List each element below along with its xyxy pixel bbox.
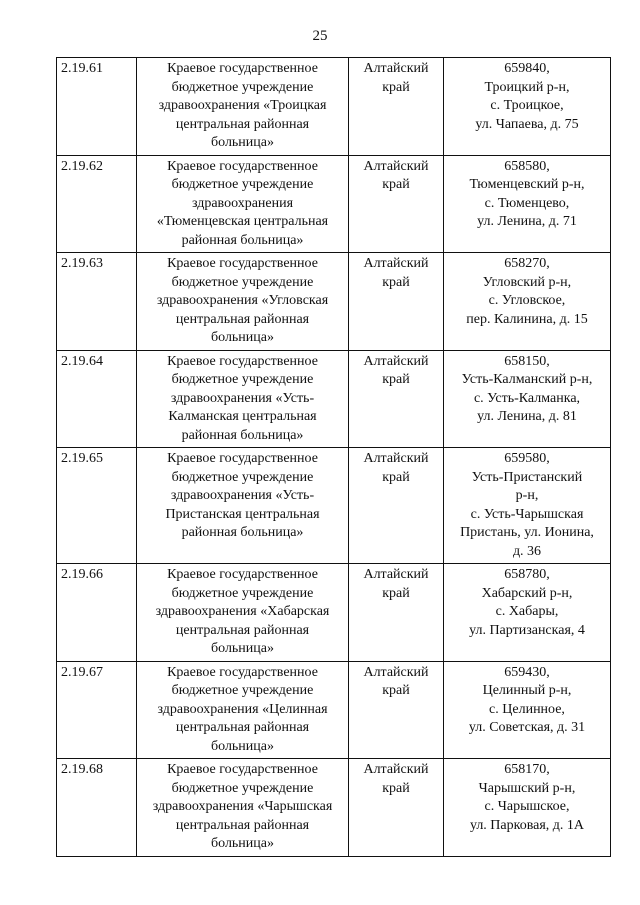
region-line: Алтайский — [363, 61, 429, 76]
address-line: 659840, — [504, 61, 550, 76]
region-cell — [349, 448, 444, 564]
address-line: д. 36 — [512, 543, 542, 559]
region-cell — [349, 564, 444, 662]
region-cell — [349, 350, 444, 448]
region-line: край — [382, 274, 410, 290]
address-line: ул. Ленина, д. 71 — [477, 214, 577, 229]
table-row — [57, 350, 611, 448]
institution-name-line: здравоохранения «Угловская — [156, 293, 329, 308]
address-line: 658150, — [504, 353, 550, 369]
address-line: 658170, — [504, 762, 550, 777]
institution-name-line: здравоохранения «Целинная — [157, 701, 328, 717]
institution-name-line: Краевое государственное — [167, 451, 318, 466]
address-cell — [444, 58, 611, 156]
institution-name-line: больница» — [211, 738, 274, 754]
institutions-table — [56, 57, 611, 857]
institution-name-line: центральная районная — [175, 817, 310, 833]
region-line: Алтайский — [363, 664, 429, 680]
address-line: с. Угловское, — [488, 293, 566, 308]
institution-name-line: больница» — [211, 135, 274, 150]
region-cell — [349, 58, 444, 156]
region-line: Алтайский — [363, 353, 429, 369]
institution-name-line: «Тюменцевская центральная — [156, 214, 329, 229]
region-cell — [349, 155, 444, 253]
table-row — [57, 253, 611, 351]
address-line: Троицкий р-н, — [484, 79, 570, 95]
region-line: Алтайский — [363, 762, 429, 777]
address-line: с. Чарышское, — [484, 799, 570, 814]
institution-name-line: Краевое государственное — [167, 567, 318, 582]
row-number: 2.19.62 — [57, 155, 137, 253]
address-line: с. Целинное, — [489, 701, 565, 717]
address-line: р-н, — [515, 488, 539, 503]
institution-name-cell — [137, 564, 349, 662]
institution-name-line: центральная районная — [175, 116, 310, 132]
institution-name-line: бюджетное учреждение — [171, 780, 314, 796]
region-line: край — [382, 79, 410, 95]
address-line: Хабарский р-н, — [481, 585, 573, 601]
institution-name-line: здравоохранения «Троицкая — [158, 98, 327, 113]
institution-name-cell — [137, 58, 349, 156]
address-cell — [444, 155, 611, 253]
row-number: 2.19.68 — [57, 759, 137, 857]
address-line: с. Усть-Чарышская — [470, 506, 584, 522]
institution-name-line: Краевое государственное — [167, 762, 318, 777]
institution-name-line: больница» — [211, 330, 274, 345]
address-cell — [444, 448, 611, 564]
institution-name-line: больница» — [211, 641, 274, 656]
region-line: край — [382, 177, 410, 192]
institution-name-cell — [137, 350, 349, 448]
institution-name-line: центральная районная — [175, 622, 310, 638]
region-line: край — [382, 780, 410, 796]
address-line: ул. Партизанская, 4 — [469, 622, 585, 638]
region-cell — [349, 759, 444, 857]
region-line: Алтайский — [363, 158, 429, 174]
address-cell — [444, 661, 611, 759]
institution-name-line: здравоохранения «Усть- — [170, 488, 315, 503]
address-cell — [444, 253, 611, 351]
region-cell — [349, 661, 444, 759]
institution-name-line: бюджетное учреждение — [171, 585, 314, 601]
institution-name-line: районная больница» — [181, 232, 304, 248]
table-row — [57, 564, 611, 662]
row-number: 2.19.61 — [57, 58, 137, 156]
region-line: Алтайский — [363, 256, 429, 271]
institution-name-line: больница» — [211, 836, 274, 851]
address-line: с. Усть-Калманка, — [473, 390, 581, 406]
address-line: Усть-Калманский р-н, — [461, 372, 593, 387]
table-body — [57, 58, 611, 857]
institution-name-line: здравоохранения «Чарышская — [152, 799, 333, 814]
address-line: 658270, — [504, 256, 550, 271]
institution-name-line: районная больница» — [181, 427, 304, 443]
address-line: ул. Чапаева, д. 75 — [475, 116, 579, 132]
institution-name-line: здравоохранения — [191, 195, 294, 211]
address-line: ул. Ленина, д. 81 — [477, 409, 577, 424]
region-line: край — [382, 469, 410, 485]
address-line: 659580, — [504, 451, 550, 466]
address-line: Чарышский р-н, — [478, 780, 576, 796]
table-row — [57, 448, 611, 564]
region-line: край — [382, 585, 410, 601]
institution-name-cell — [137, 448, 349, 564]
address-line: Угловский р-н, — [482, 274, 572, 290]
address-line: пер. Калинина, д. 15 — [466, 311, 588, 327]
address-line: Усть-Пристанский — [471, 469, 583, 485]
table-row — [57, 58, 611, 156]
institution-name-line: бюджетное учреждение — [171, 372, 314, 387]
region-cell — [349, 253, 444, 351]
region-line: Алтайский — [363, 567, 429, 582]
page-number: 25 — [312, 28, 328, 44]
row-number: 2.19.63 — [57, 253, 137, 351]
institution-name-line: центральная районная — [175, 311, 310, 327]
institution-name-line: Краевое государственное — [167, 353, 318, 369]
row-number: 2.19.67 — [57, 661, 137, 759]
institution-name-line: бюджетное учреждение — [171, 177, 314, 192]
institution-name-line: центральная районная — [175, 720, 310, 735]
region-line: край — [382, 372, 410, 387]
address-cell — [444, 564, 611, 662]
address-line: Тюменцевский р-н, — [469, 177, 585, 192]
institution-name-line: Пристанская центральная — [165, 506, 320, 522]
table-row — [57, 661, 611, 759]
address-line: 659430, — [504, 664, 550, 680]
institution-name-line: бюджетное учреждение — [171, 683, 314, 698]
institution-name-line: Краевое государственное — [167, 664, 318, 680]
region-line: Алтайский — [363, 451, 429, 466]
institution-name-cell — [137, 155, 349, 253]
row-number: 2.19.64 — [57, 350, 137, 448]
address-line: с. Хабары, — [495, 604, 559, 619]
region-line: край — [382, 683, 410, 698]
institution-name-line: бюджетное учреждение — [171, 79, 314, 95]
address-line: с. Троицкое, — [490, 98, 564, 113]
address-line: с. Тюменцево, — [484, 195, 570, 211]
institution-name-line: бюджетное учреждение — [171, 274, 314, 290]
institution-name-line: Краевое государственное — [167, 158, 318, 174]
table-row — [57, 759, 611, 857]
address-line: Целинный р-н, — [482, 683, 572, 698]
address-line: Пристань, ул. Ионина, — [460, 525, 594, 540]
address-cell — [444, 350, 611, 448]
institution-name-line: Калманская центральная — [168, 409, 317, 424]
institution-name-cell — [137, 661, 349, 759]
institution-name-cell — [137, 253, 349, 351]
row-number: 2.19.66 — [57, 564, 137, 662]
address-line: 658780, — [504, 567, 550, 582]
institution-name-line: здравоохранения «Хабарская — [155, 604, 330, 619]
address-line: 658580, — [504, 158, 550, 174]
institution-name-line: Краевое государственное — [167, 61, 318, 76]
institution-name-line: Краевое государственное — [167, 256, 318, 271]
address-line: ул. Советская, д. 31 — [468, 720, 586, 735]
institution-name-cell — [137, 759, 349, 857]
address-cell — [444, 759, 611, 857]
table-row — [57, 155, 611, 253]
institution-name-line: здравоохранения «Усть- — [170, 390, 315, 406]
institution-name-line: бюджетное учреждение — [171, 469, 314, 485]
institution-name-line: районная больница» — [181, 525, 304, 540]
row-number: 2.19.65 — [57, 448, 137, 564]
address-line: ул. Парковая, д. 1А — [469, 817, 585, 833]
